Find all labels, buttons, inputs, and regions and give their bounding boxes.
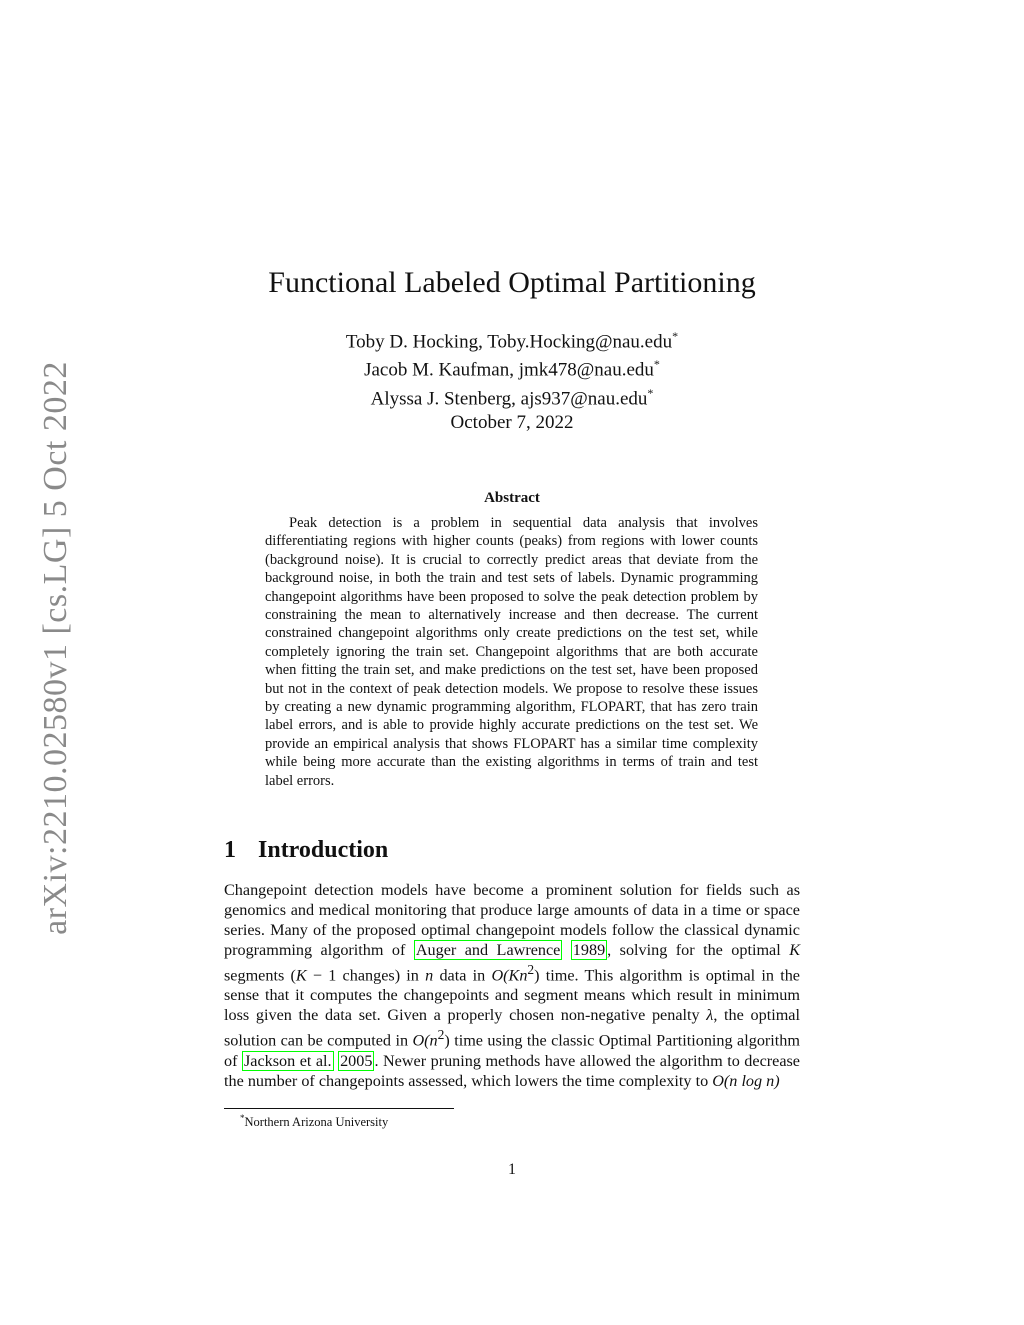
section-number: 1 <box>224 837 236 863</box>
section-heading-introduction <box>224 837 388 864</box>
footnote: *Northern Arizona University <box>240 1113 389 1130</box>
math-symbol: λ <box>706 1006 714 1025</box>
math-symbol: K <box>295 966 307 985</box>
affiliation-mark: * <box>672 329 679 343</box>
math-symbol: K <box>789 941 800 959</box>
author-line: Alyssa J. Stenberg, ajs937@nau.edu* <box>370 385 654 409</box>
abstract-heading: Abstract <box>484 490 540 506</box>
footnote-mark: * <box>240 1113 245 1123</box>
introduction-paragraph: Changepoint detection models have become a prominent solution for fields such as genomics and medical monitoring that produce large amounts of data in a time or space series. Many of the proposed optimal changepoint models follow the classical dynamic programming algorithm of Auger and Lawrence 1989 , solving for the optimal K segments (K − 1 changes) in n data in O(Kn$^2$) time. This algorithm is optimal in the sense that it computes the changepoints and segment means which result in minimum loss given the data set. Given a properly chosen non-negative penalty λ, the optimal solution can be computed in $O(n^2)$ time using the classic Optimal Partitioning algorithm of Jackson et al. 2005 . Newer pruning methods have allowed the algorithm to decrease the number of changepoints assessed, which lowers the time complexity to O(n log n) <box>224 881 800 1090</box>
math-expression: O(Kn <box>491 966 528 985</box>
citation-link-jackson[interactable]: Jackson et al. <box>243 1051 332 1070</box>
paper-date: October 7, 2022 <box>450 412 574 433</box>
math-expression: O(n log n) <box>712 1071 780 1090</box>
author-line: Jacob M. Kaufman, jmk478@nau.edu* <box>364 357 660 381</box>
author-block <box>0 325 1024 410</box>
section-title: Introduction <box>258 837 389 863</box>
citation-link-auger-lawrence-year[interactable]: 1989 <box>572 941 606 959</box>
citation-link-jackson-year[interactable]: 2005 <box>340 1051 373 1070</box>
author-line: Toby D. Hocking, Toby.Hocking@nau.edu* <box>345 329 679 353</box>
math-expression: O(n <box>412 1031 438 1050</box>
abstract-text: Peak detection is a problem in sequential data analysis that involves differentiating regions with higher counts (peaks) from regions with lower counts (background noise). It is crucial to correctly predict areas that deviate from the background noise, in both the train and test sets of labels. Dynamic programming changepoint algorithms have been proposed to solve the peak detection problem by constraining the mean to alternatively increase and then decrease. The current constrained changepoint algorithms only create predictions on the test set, while completely ignoring the train set. Changepoint algorithms that are both accurate when fitting the train set, and make predictions on the test set, have been proposed but not in the context of peak detection models. We propose to resolve these issues by creating a new dynamic programming algorithm, FLOPART, that has zero train label errors, and is able to provide highly accurate predictions on the test set. We provide an empirical analysis that shows FLOPART has a similar time complexity while being more accurate than the existing algorithms in terms of train and test label errors. <box>265 515 758 789</box>
arxiv-identifier-stamp: arXiv:2210.02580v1 [cs.LG] 5 Oct 2022 <box>37 361 74 935</box>
page-number: 1 <box>508 1161 516 1178</box>
math-symbol: n <box>425 966 434 985</box>
affiliation-mark: * <box>653 357 660 372</box>
footnote-divider <box>224 1108 454 1109</box>
affiliation-mark: * <box>647 385 654 400</box>
paper-title: Functional Labeled Optimal Partitioning <box>268 266 756 299</box>
citation-link-auger-lawrence[interactable]: Auger and Lawrence <box>415 941 561 959</box>
